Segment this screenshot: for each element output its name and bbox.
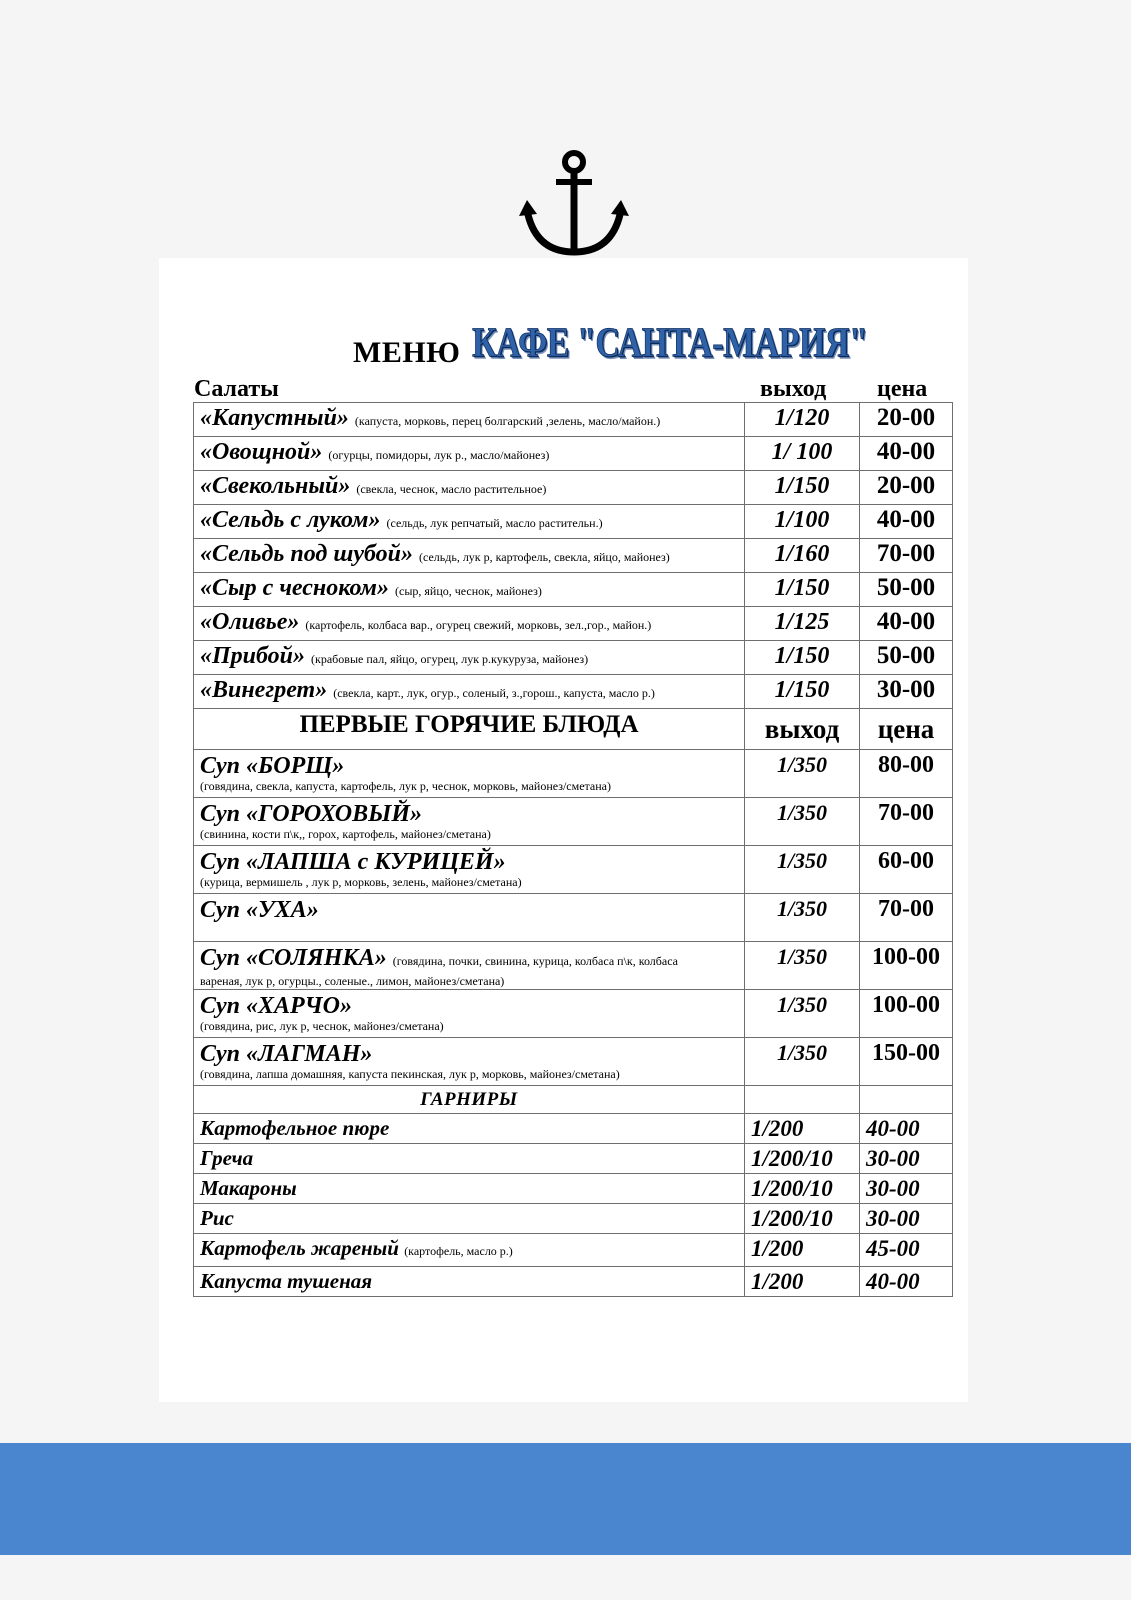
dish-portion: 1/200/10: [745, 1204, 860, 1234]
garnish-row: [194, 1234, 953, 1267]
dish-name-cell: [194, 573, 745, 607]
dish-name: «Прибой»: [200, 643, 306, 669]
section-title-soups: ПЕРВЫЕ ГОРЯЧИЕ БЛЮДА: [194, 709, 745, 750]
soup-row: [194, 846, 953, 894]
dish-name-cell: [194, 539, 745, 573]
section-title-salads: Салаты: [194, 376, 279, 402]
dish-name-cell: [194, 1144, 745, 1174]
dish-portion: 1/350: [745, 894, 860, 942]
dish-portion: 1/200/10: [745, 1144, 860, 1174]
dish-portion: 1/350: [745, 846, 860, 894]
dish-name: «Сельдь под шубой»: [200, 541, 413, 567]
dish-name-cell: [194, 1038, 745, 1086]
dish-name: «Свекольный»: [200, 473, 351, 499]
dish-description: (свекла, карт., лук, огур., соленый, з.,горош., капуста, масло р.): [333, 686, 655, 700]
dish-name: Макароны: [200, 1176, 297, 1200]
dish-name: Капуста тушеная: [200, 1269, 373, 1293]
soup-row: [194, 942, 953, 990]
soup-row: [194, 750, 953, 798]
section-title-garnishes: ГАРНИРЫ: [194, 1086, 745, 1114]
menu-table-body: [194, 403, 953, 1297]
column-header-portion: выход: [745, 709, 860, 750]
salad-row: [194, 573, 953, 607]
dish-name-cell: [194, 1234, 745, 1267]
dish-portion: 1/200: [745, 1114, 860, 1144]
dish-name-cell: [194, 1204, 745, 1234]
dish-description: (курица, вермишель , лук р, морковь, зелень, майонез/сметана): [200, 875, 522, 889]
dish-name: Суп «УХА»: [200, 897, 319, 923]
dish-price: 60-00: [860, 846, 953, 894]
dish-name-cell: [194, 942, 745, 990]
garnish-row: [194, 1114, 953, 1144]
dish-portion: 1/200: [745, 1267, 860, 1297]
dish-name: Суп «ЛАПША с КУРИЦЕЙ»: [200, 849, 506, 875]
dish-name-cell: [194, 750, 745, 798]
dish-name: «Сельдь с луком»: [200, 507, 381, 533]
dish-name: Суп «СОЛЯНКА»: [200, 945, 387, 971]
footer-band: [0, 1443, 1131, 1555]
dish-name-cell: [194, 403, 745, 437]
dish-name-cell: [194, 1267, 745, 1297]
empty-cell: [860, 1086, 953, 1114]
dish-description: (картофель, масло р.): [404, 1244, 513, 1258]
dish-description: (крабовые пал, яйцо, огурец, лук р.кукуруза, майонез): [311, 652, 589, 666]
dish-name: Картофель жареный: [200, 1236, 399, 1260]
soup-row: [194, 894, 953, 942]
cafe-name-logo: КАФЕ "САНТА-МАРИЯ": [472, 320, 868, 367]
dish-portion: 1/ 100: [745, 437, 860, 471]
dish-description: (говядина, почки, свинина, курица, колбаса п\к, колбаса: [392, 954, 679, 968]
dish-price: 50-00: [860, 641, 953, 675]
dish-name-cell: [194, 1174, 745, 1204]
dish-price: 100-00: [860, 990, 953, 1038]
dish-price: 30-00: [860, 1174, 953, 1204]
dish-name-cell: [194, 675, 745, 709]
dish-name: Греча: [200, 1146, 254, 1170]
dish-price: 50-00: [860, 573, 953, 607]
dish-description: (говядина, рис, лук р, чеснок, майонез/сметана): [200, 1019, 444, 1033]
empty-cell: [745, 1086, 860, 1114]
dish-price: 30-00: [860, 1144, 953, 1174]
dish-price: 40-00: [860, 505, 953, 539]
salad-row: [194, 607, 953, 641]
dish-price: 40-00: [860, 607, 953, 641]
dish-name: «Овощной»: [200, 439, 323, 465]
dish-portion: 1/100: [745, 505, 860, 539]
dish-price: 45-00: [860, 1234, 953, 1267]
dish-description: (капуста, морковь, перец болгарский ,зелень, масло/майон.): [354, 414, 661, 428]
dish-portion: 1/150: [745, 471, 860, 505]
dish-portion: 1/150: [745, 641, 860, 675]
salad-row: [194, 641, 953, 675]
dish-price: 20-00: [860, 403, 953, 437]
dish-price: 40-00: [860, 1114, 953, 1144]
salad-row: [194, 539, 953, 573]
dish-name-cell: [194, 505, 745, 539]
dish-price: 20-00: [860, 471, 953, 505]
dish-description: (огурцы, помидоры, лук р., масло/майонез): [328, 448, 550, 462]
dish-price: 150-00: [860, 1038, 953, 1086]
dish-name-cell: [194, 894, 745, 942]
dish-description: (сыр, яйцо, чеснок, майонез): [395, 584, 542, 598]
dish-name-cell: [194, 798, 745, 846]
dish-description: (свекла, чеснок, масло растительное): [356, 482, 547, 496]
column-header-price: цена: [877, 376, 928, 402]
dish-description: (картофель, колбаса вар., огурец свежий, морковь, зел.,гор., майон.): [305, 618, 652, 632]
dish-price: 100-00: [860, 942, 953, 990]
dish-name-cell: [194, 990, 745, 1038]
section-header-row: [194, 1086, 953, 1114]
dish-description: (сельдь, лук репчатый, масло растительн.): [386, 516, 603, 530]
dish-name: «Винегрет»: [200, 677, 328, 703]
dish-price: 70-00: [860, 798, 953, 846]
anchor-icon: [515, 148, 633, 260]
dish-portion: 1/200: [745, 1234, 860, 1267]
dish-name: «Сыр с чесноком»: [200, 575, 389, 601]
dish-description: вареная, лук р, огурцы., соленые., лимон, майонез/сметана): [200, 974, 505, 988]
dish-description: (говядина, лапша домашняя, капуста пекинская, лук р, морковь, майонез/сметана): [200, 1067, 620, 1081]
dish-portion: 1/125: [745, 607, 860, 641]
dish-price: 30-00: [860, 675, 953, 709]
section-header-row: [194, 709, 953, 750]
dish-portion: 1/160: [745, 539, 860, 573]
salad-row: [194, 505, 953, 539]
dish-price: 70-00: [860, 894, 953, 942]
garnish-row: [194, 1204, 953, 1234]
dish-name-cell: [194, 437, 745, 471]
dish-name: «Оливье»: [200, 609, 300, 635]
garnish-row: [194, 1267, 953, 1297]
dish-name-cell: [194, 641, 745, 675]
dish-name: Суп «ГОРОХОВЫЙ»: [200, 801, 423, 827]
dish-price: 40-00: [860, 437, 953, 471]
menu-table: [193, 402, 953, 1297]
dish-name-cell: [194, 1114, 745, 1144]
menu-heading: [194, 312, 954, 372]
dish-portion: 1/350: [745, 990, 860, 1038]
soup-row: [194, 1038, 953, 1086]
dish-name-cell: [194, 471, 745, 505]
dish-portion: 1/350: [745, 942, 860, 990]
dish-portion: 1/350: [745, 750, 860, 798]
dish-price: 40-00: [860, 1267, 953, 1297]
garnish-row: [194, 1174, 953, 1204]
soup-row: [194, 798, 953, 846]
dish-name: Картофельное пюре: [200, 1116, 390, 1140]
salad-row: [194, 471, 953, 505]
dish-price: 80-00: [860, 750, 953, 798]
dish-portion: 1/200/10: [745, 1174, 860, 1204]
dish-portion: 1/150: [745, 573, 860, 607]
salad-row: [194, 403, 953, 437]
dish-name: «Капустный»: [200, 405, 349, 431]
garnish-row: [194, 1144, 953, 1174]
salad-row: [194, 675, 953, 709]
dish-name-cell: [194, 607, 745, 641]
dish-name: Суп «БОРЩ»: [200, 753, 345, 779]
dish-name: Рис: [200, 1206, 234, 1230]
dish-description: (говядина, свекла, капуста, картофель, лук р, чеснок, морковь, майонез/сметана): [200, 779, 612, 793]
soup-row: [194, 990, 953, 1038]
dish-description: (сельдь, лук р, картофель, свекла, яйцо, майонез): [418, 550, 670, 564]
dish-portion: 1/350: [745, 1038, 860, 1086]
dish-price: 30-00: [860, 1204, 953, 1234]
dish-name-cell: [194, 846, 745, 894]
column-header-price: цена: [860, 709, 953, 750]
dish-description: (свинина, кости п\к,, горох, картофель, майонез/сметана): [200, 827, 491, 841]
dish-price: 70-00: [860, 539, 953, 573]
column-header-portion: выход: [760, 376, 827, 402]
dish-portion: 1/120: [745, 403, 860, 437]
dish-name: Суп «ЛАГМАН»: [200, 1041, 373, 1067]
dish-name: Суп «ХАРЧО»: [200, 993, 352, 1019]
menu-title: МЕНЮ: [353, 336, 461, 369]
dish-portion: 1/150: [745, 675, 860, 709]
salad-row: [194, 437, 953, 471]
dish-portion: 1/350: [745, 798, 860, 846]
